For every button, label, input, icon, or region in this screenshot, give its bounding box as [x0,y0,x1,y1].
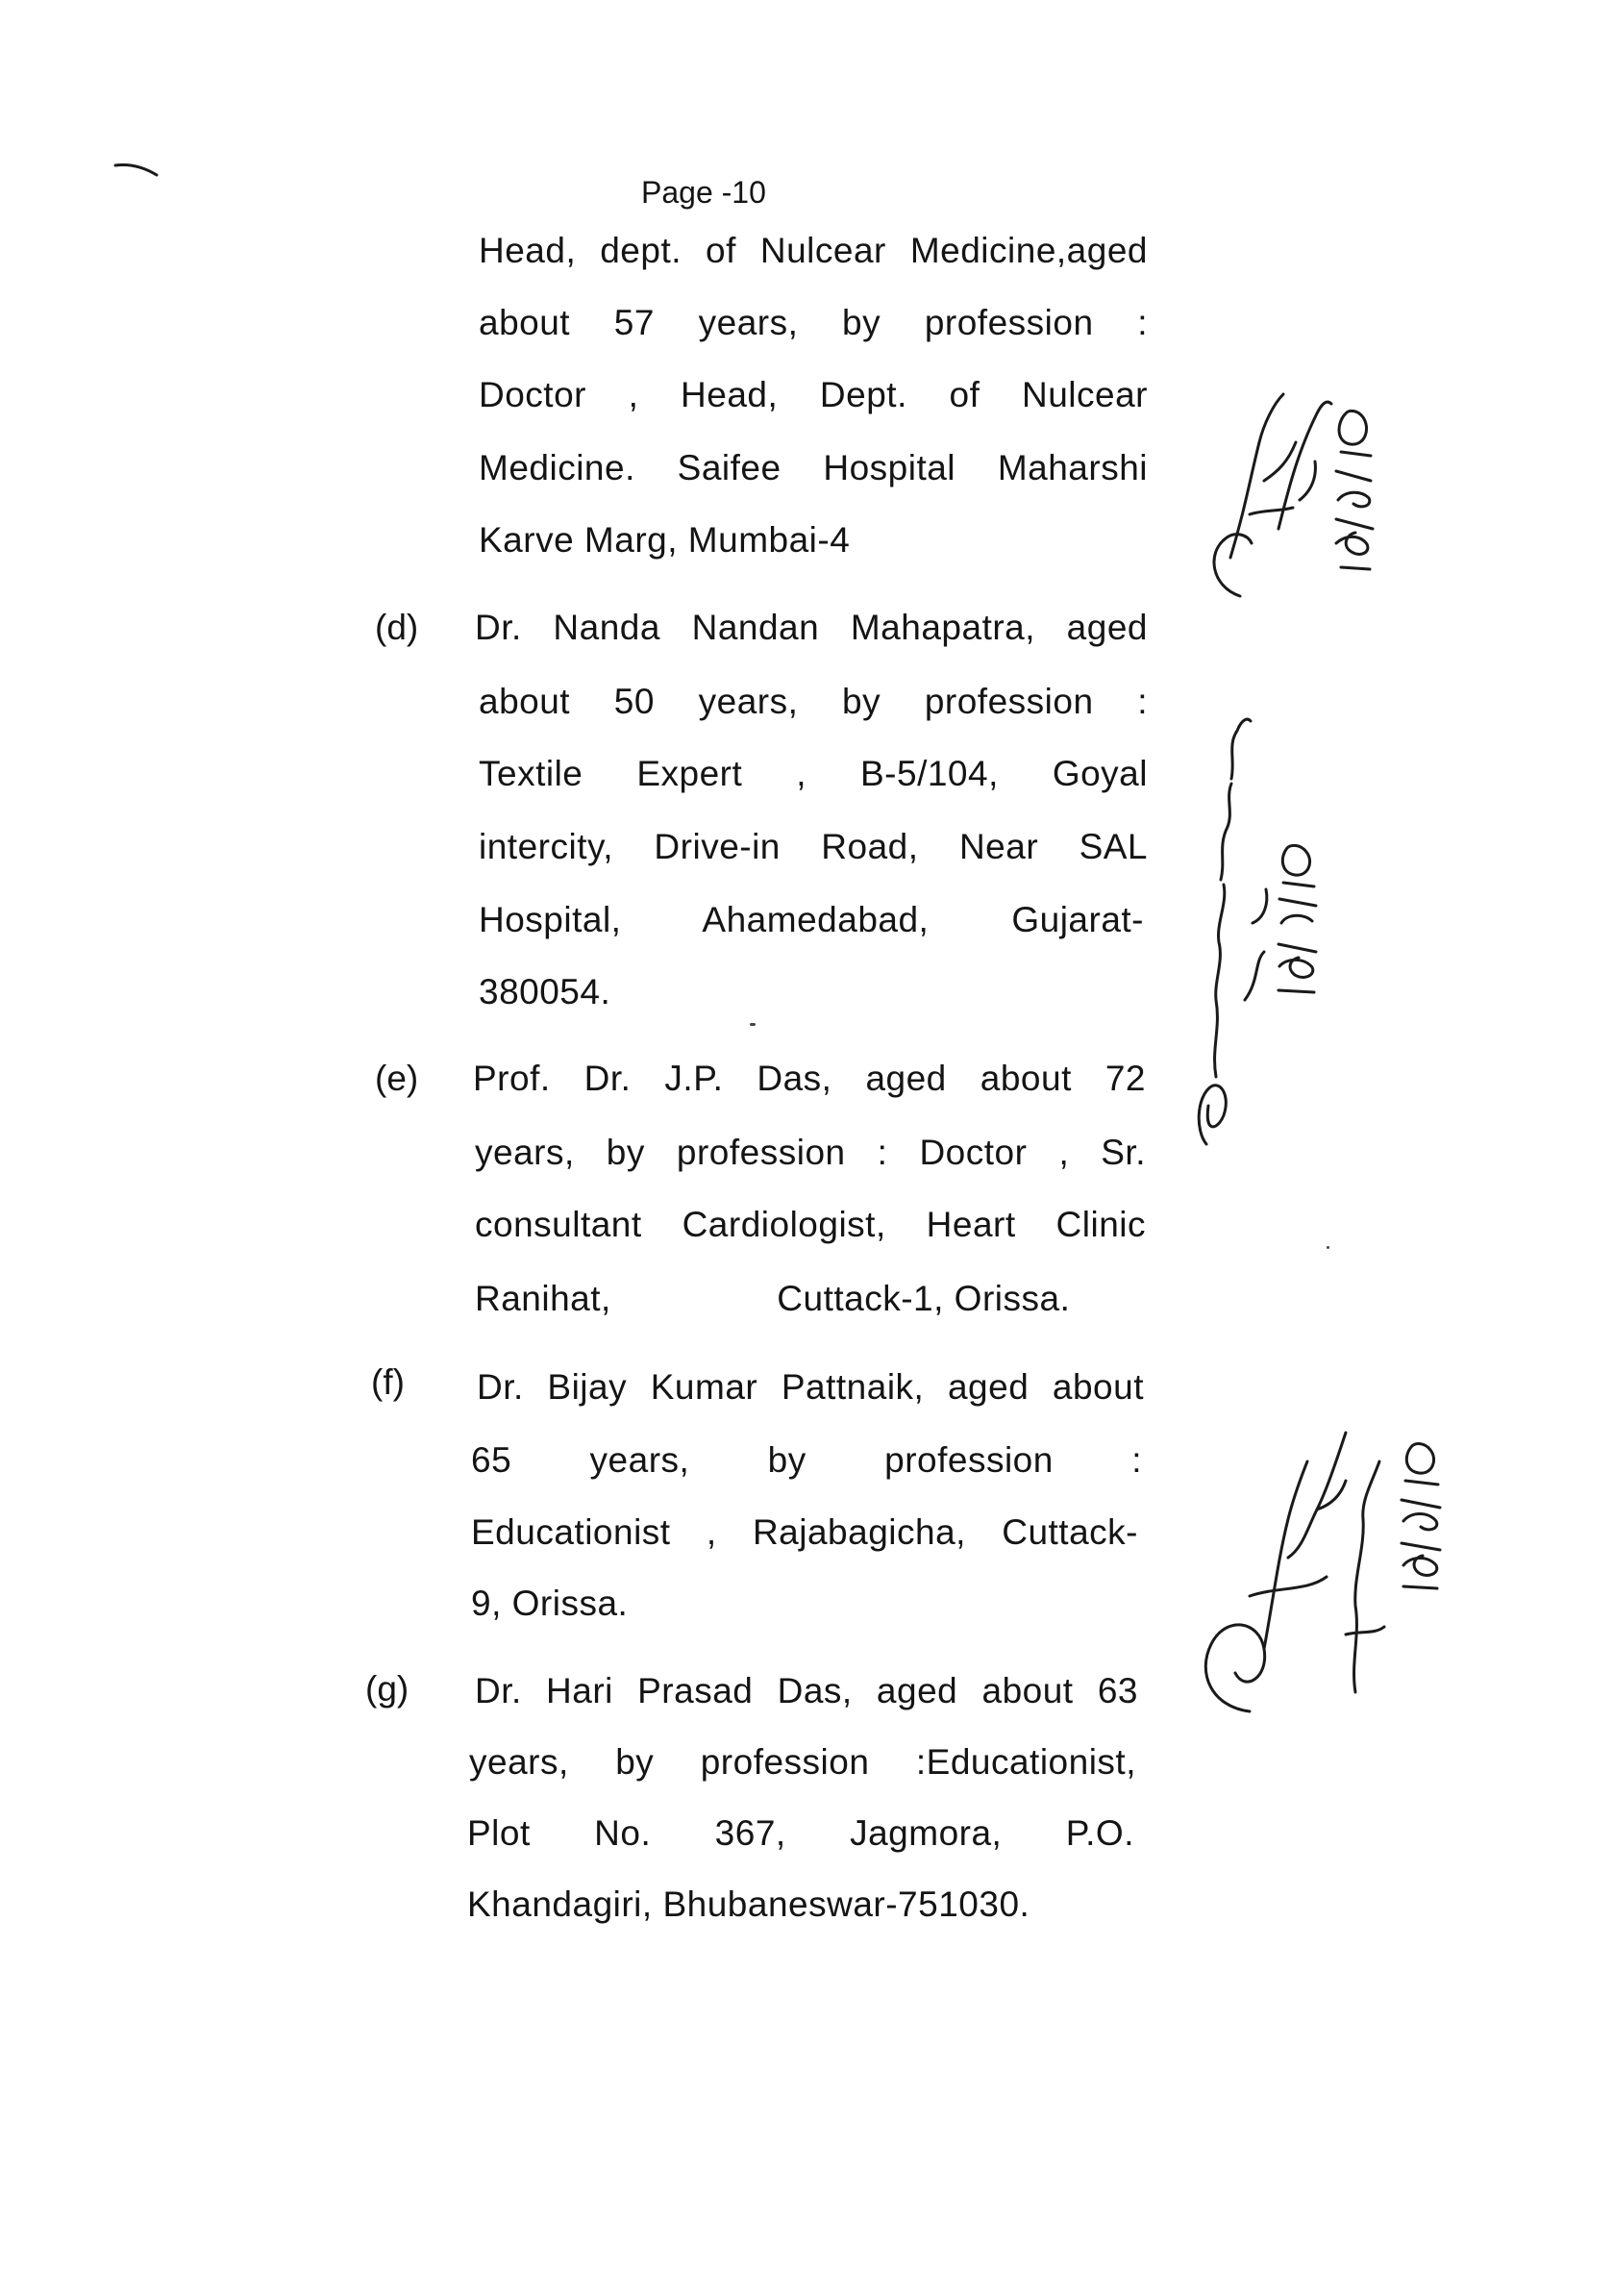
entry-line: Hospital, Ahamedabad, Gujarat- [479,900,1144,939]
entry-marker: (f) [371,1362,405,1402]
entry-line: years, by profession :Educationist, [469,1742,1136,1782]
entry-line: about 50 years, by profession : [479,682,1148,721]
entry-line: about 57 years, by profession : [479,303,1148,342]
entry-line: Plot No. 367, Jagmora, P.O. [467,1813,1134,1853]
entry-line: Doctor , Head, Dept. of Nulcear [479,375,1148,414]
scan-speck [1327,1246,1329,1249]
entry-line: 65 years, by profession : [471,1440,1142,1480]
signature-secretary [1192,346,1375,654]
entry-line: Prof. Dr. J.P. Das, aged about 72 [473,1059,1146,1098]
entry-line: Ranihat, Cuttack-1, Orissa. [475,1279,1071,1318]
entry-line: Textile Expert , B-5/104, Goyal [479,754,1148,793]
scan-mark [111,154,168,183]
entry-line: consultant Cardiologist, Heart Clinic [475,1205,1146,1244]
entry-line: Dr. Nanda Nandan Mahapatra, aged [475,608,1148,647]
entry-marker: (e) [375,1059,419,1098]
entry-line: Educationist , Rajabagicha, Cuttack- [471,1512,1138,1552]
signature-president [1187,692,1322,1154]
page-number: Page -10 [641,175,766,210]
entry-line: years, by profession : Doctor , Sr. [475,1133,1146,1172]
scan-speck [750,1023,756,1026]
entry-line: Head, dept. of Nulcear Medicine,aged [479,231,1148,270]
entry-marker: (d) [375,608,419,647]
entry-line: 9, Orissa. [471,1584,629,1623]
entry-line: Medicine. Saifee Hospital Maharshi [479,448,1148,487]
entry-line: intercity, Drive-in Road, Near SAL [479,827,1148,866]
entry-line: Karve Marg, Mumbai-4 [479,520,851,560]
entry-line: Dr. Hari Prasad Das, aged about 63 [475,1671,1138,1710]
entry-line: 380054. [479,972,611,1011]
signature-treasurer [1192,1404,1471,1731]
entry-line: Dr. Bijay Kumar Pattnaik, aged about [477,1367,1144,1407]
entry-marker: (g) [365,1669,409,1709]
entry-line: Khandagiri, Bhubaneswar-751030. [467,1884,1030,1924]
